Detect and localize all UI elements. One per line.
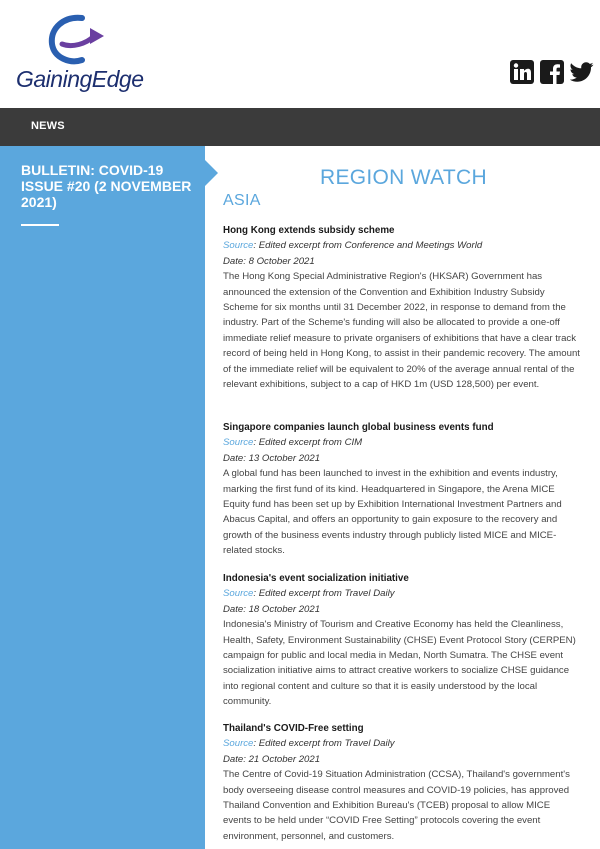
- article-date: Date: 21 October 2021: [223, 753, 321, 765]
- article-indonesia: [223, 571, 581, 710]
- logo-swirl-icon: [42, 14, 112, 70]
- article-headline: Indonesia's event socialization initiative: [223, 573, 409, 584]
- article-body: Indonesia's Ministry of Tourism and Creative Economy has held the Cleanliness, Health, Safety, Environment Sustainability (CHSE) Event Protocol Story (CERPEN) campaign for public and local media in Medan, North Sumatra. The CHSE event socialization initiative aims to attract creative workers to socialize CHSE guidance into regional content and culture so that it is easily understood by the local community.: [223, 619, 576, 708]
- article-headline: Hong Kong extends subsidy scheme: [223, 225, 395, 236]
- bulletin-divider: [21, 224, 59, 226]
- article-body: A global fund has been launched to invest in the exhibition and events industry, marking the first fund of its kind. Headquartered in Singapore, the Arena MICE Equity fund has been set up by Exhibition International Investment Partners and Abacus Capital, and offers an opportunity to gain exposure to the recovery and growth of the business events industry through publicly listed MICE and MICE-related stocks.: [223, 468, 562, 557]
- article-date: Date: 18 October 2021: [223, 603, 321, 615]
- sidebar: [0, 146, 205, 849]
- source-link[interactable]: Source: [223, 588, 254, 600]
- social-links: [510, 60, 594, 84]
- source-text: : Edited excerpt from Travel Daily: [253, 738, 395, 750]
- page-header: [0, 0, 600, 108]
- article-date: Date: 8 October 2021: [223, 255, 315, 267]
- article-source: [223, 435, 581, 450]
- bulletin-title: BULLETIN: COVID-19 ISSUE #20 (2 NOVEMBER 2021): [21, 162, 192, 210]
- article-body: The Centre of Covid-19 Situation Administration (CCSA), Thailand's government's body overseeing disease control measures and COVID-19 policies, has approved Thailand Convention and Exhibition Bureau's (TCEB) proposal to allow MICE events to be held under “COVID Free Setting” protocols covering the event environment, personnel, and customers.: [223, 769, 570, 842]
- source-link[interactable]: Source: [223, 240, 254, 252]
- region-watch-title: REGION WATCH: [320, 166, 487, 189]
- article-hong-kong: [223, 223, 581, 392]
- linkedin-icon[interactable]: [510, 60, 534, 84]
- source-link[interactable]: Source: [223, 738, 254, 750]
- top-navigation: [0, 108, 600, 146]
- article-headline: Singapore companies launch global business events fund: [223, 422, 494, 433]
- article-date: Date: 13 October 2021: [223, 452, 321, 464]
- twitter-icon[interactable]: [570, 60, 594, 84]
- article-source: [223, 736, 581, 751]
- source-text: : Edited excerpt from CIM: [253, 437, 363, 449]
- nav-item-news[interactable]: NEWS: [31, 120, 65, 132]
- source-text: : Edited excerpt from Conference and Meetings World: [253, 240, 483, 252]
- article-headline: Thailand's COVID-Free setting: [223, 723, 364, 734]
- article-thailand: [223, 721, 581, 844]
- article-source: [223, 238, 581, 253]
- facebook-icon[interactable]: [540, 60, 564, 84]
- section-title-asia: ASIA: [223, 192, 261, 209]
- source-link[interactable]: Source: [223, 437, 254, 449]
- article-source: [223, 586, 581, 601]
- gainingedge-logo[interactable]: [14, 14, 144, 96]
- sidebar-pointer: [205, 160, 218, 186]
- logo-text: GainingEdge: [16, 66, 144, 92]
- article-body: The Hong Kong Special Administrative Region's (HKSAR) Government has announced the extension of the Convention and Exhibition Industry Subsidy Scheme for six months until 31 December 2022, in response to demand from the industry. Part of the Scheme's funding will also be allocated to provide a one-off immediate relief measure to private organisers of exhibitions that have a clear track record of being held in Hong Kong, to assist in their pandemic recovery. The amount of the immediate relief will be equivalent to 20% of the average annual rental of the relevant exhibitions, subject to a cap of HKD 1m (USD 128,500) per event.: [223, 271, 580, 391]
- source-text: : Edited excerpt from Travel Daily: [253, 588, 395, 600]
- article-singapore: [223, 420, 581, 559]
